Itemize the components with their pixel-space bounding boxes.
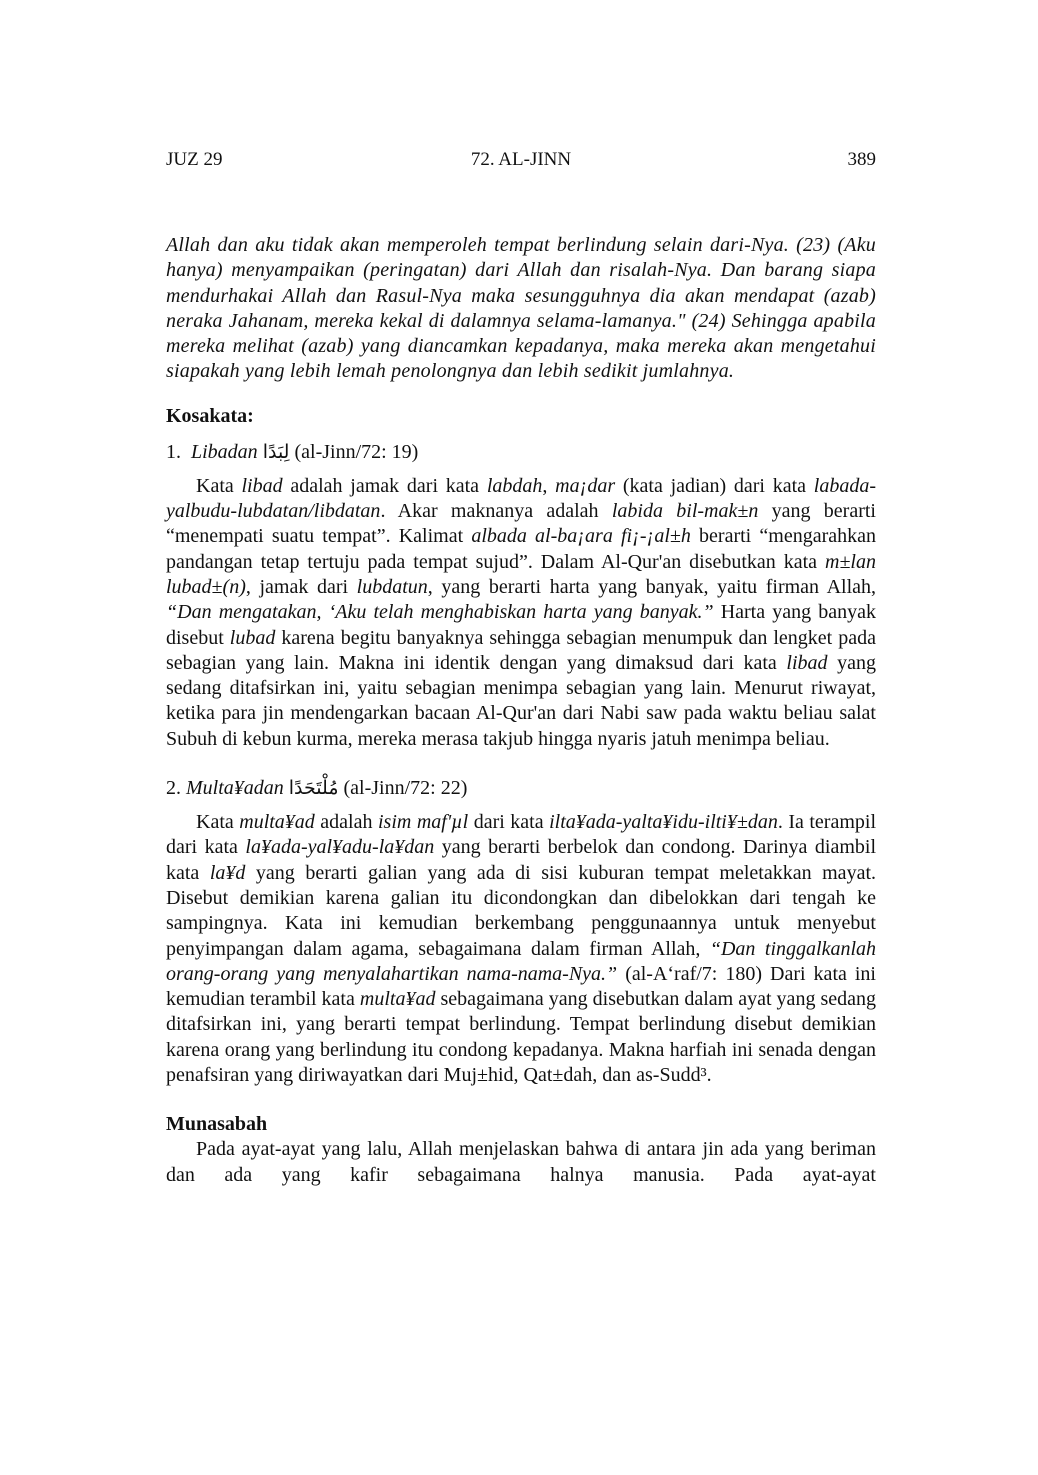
italic-term: m±lan lubad±(n) <box>166 550 876 598</box>
translation-passage: Allah dan aku tidak akan memperoleh tempat berlindung selain dari-Nya. (23) (Aku hanya) menyampaikan (peringatan) dari Allah dan risalah-Nya. Dan barang siapa mendurhakai Allah dan Rasul-Nya maka sesungguhnya dia akan mendapat (azab) neraka Jahanam, mereka kekal di dalamnya selama-lamanya." (24) Sehingga apabila mereka melihat (azab) yang diancamkan kepadanya, maka mereka akan mengetahui siapakah yang lebih lemah penolongnya dan lebih sedikit jumlahnya. <box>166 234 876 383</box>
italic-term: la¥ada-yal¥adu-la¥dan <box>245 836 435 859</box>
vocab-item-1-reference: (al-Jinn/72: 19) <box>294 440 419 463</box>
vocab-item-2-term: Multa¥adan <box>186 777 284 800</box>
italic-term: albada al-ba¡ara fi¡-¡al±h <box>471 525 691 548</box>
vocab-item-1-arabic: لِبَدًا <box>262 440 290 463</box>
surah-title: 72. AL-JINN <box>470 149 572 170</box>
italic-term: labida bil-mak±n <box>611 500 759 523</box>
vocab-item-2-number: 2. <box>166 777 181 800</box>
munasabah-heading: Munasabah <box>166 1113 268 1136</box>
vocab-item-1-paragraph: Kata libad adalah jamak dari kata labdah, ma¡dar (kata jadian) dari kata labada-yalbudu-lubdatan/libdatan. Akar maknanya adalah labida bil-mak±n yang berarti “menempati suatu tempat”. Kalimat albada al-ba¡ara fi¡-¡al±h berarti “mengarahkan pandangan tetap tertuju pada tempat sujud”. Dalam Al-Qur'an disebutkan kata m±lan lubad±(n), jamak dari lubdatun, yang berarti harta yang banyak, yaitu firman Allah, “Dan mengatakan, ‘Aku telah menghabiskan harta yang banyak.” Harta yang banyak disebut lubad karena begitu banyaknya sehingga sebagian menumpuk dan lengket pada sebagian yang lain. Makna ini identik dengan yang dimaksud dari kata libad yang sedang ditafsirkan ini, yaitu sebagian menimpa sebagian yang lain. Menurut riwayat, ketika para jin mendengarkan bacaan Al-Qur'an dari Nabi saw pada waktu beliau salat Subuh di kebun kurma, mereka merasa takjub hingga nyaris jatuh menimpa beliau. <box>166 474 877 750</box>
italic-term: “Dan tinggalkanlah orang-orang yang menyalahartikan nama-nama-Nya.” <box>166 937 876 985</box>
italic-term: labada-yalbudu-lubdatan/libdatan <box>166 474 876 523</box>
italic-term: libad <box>786 651 828 674</box>
vocab-item-2-arabic: مُلْتَحَدًا <box>288 777 339 800</box>
italic-term: ilta¥ada-yalta¥idu-ilti¥±dan <box>549 811 778 834</box>
italic-term: isim maf'µl <box>378 811 469 834</box>
vocab-item-1-title <box>166 438 876 466</box>
page-number: 389 <box>847 149 876 170</box>
vocab-item-2-paragraph: Kata multa¥ad adalah isim maf'µl dari kata ilta¥ada-yalta¥idu-ilti¥±dan. Ia terampil dari kata la¥ada-yal¥adu-la¥dan yang berarti berbelok dan condong. Darinya diambil kata la¥d yang berarti galian yang ada di sisi kuburan tempat meletakkan mayat. Disebut demikian karena galian itu dicondongkan dan dibelokkan dari tengah ke sampingnya. Kata ini kemudian berkembang penggunaannya untuk menyebut penyimpangan dalam agama, sebagaimana dalam firman Allah, “Dan tinggalkanlah orang-orang yang menyalahartikan nama-nama-Nya.” (al-A‘raf/7: 180) Dari kata ini kemudian terambil kata multa¥ad sebagaimana yang disebutkan dalam ayat yang sedang ditafsirkan ini, yang berarti tempat berlindung. Tempat berlindung disebut demikian karena orang yang berlindung itu condong kepadanya. Makna harfiah ini senada dengan penafsiran yang diriwayatkan dari Muj±hid, Qat±dah, dan as-Sudd³. <box>166 811 877 1087</box>
page-header <box>166 147 876 173</box>
italic-term: lubdatun <box>356 575 428 598</box>
page-body <box>166 233 876 1188</box>
italic-term: la¥d <box>209 861 246 884</box>
juz-label: JUZ 29 <box>166 149 223 170</box>
vocab-item-1-number: 1. <box>166 440 181 463</box>
vocab-item-1-term: Libadan <box>191 440 258 463</box>
italic-term: multa¥ad <box>359 988 436 1011</box>
kosakata-heading: Kosakata: <box>166 404 254 427</box>
italic-term: “Dan mengatakan, ‘Aku telah menghabiskan harta yang banyak.” <box>166 601 714 624</box>
italic-term: lubad <box>229 626 276 649</box>
italic-term: multa¥ad <box>239 811 315 834</box>
munasabah-paragraph: Pada ayat-ayat yang lalu, Allah menjelaskan bahwa di antara jin ada yang beriman dan ada yang kafir sebagaimana halnya manusia. Pada ayat-ayat <box>166 1138 876 1186</box>
vocab-item-2-title <box>166 774 876 802</box>
vocab-item-2-reference: (al-Jinn/72: 22) <box>343 777 468 800</box>
italic-term: libad <box>241 474 283 497</box>
italic-term: labdah <box>486 474 543 497</box>
italic-term: ma¡dar <box>555 474 616 497</box>
